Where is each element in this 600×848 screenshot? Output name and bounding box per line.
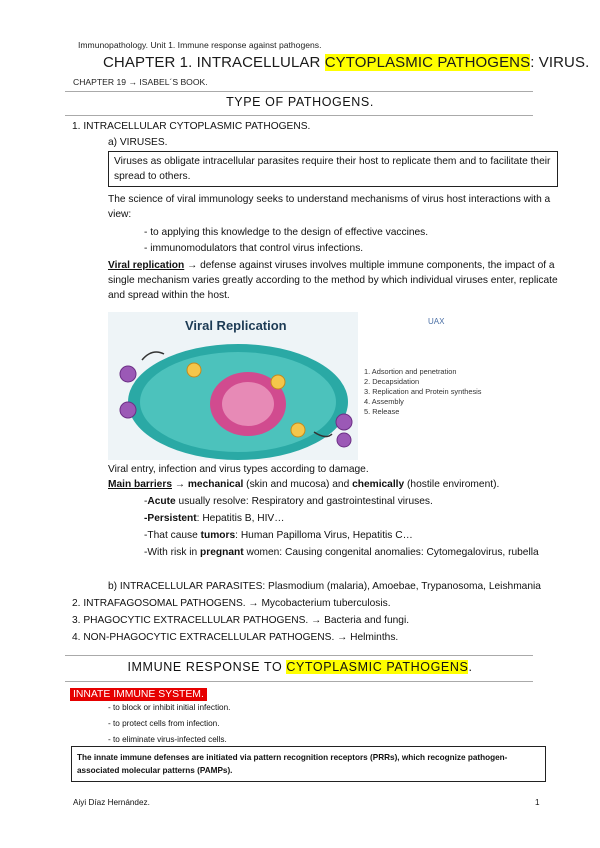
prr-text: The innate immune defenses are initiated via pattern recognition receptors (PRRs), which recognize pathogen-associated molecular patterns (PAMPs).	[77, 753, 508, 775]
running-title: Immunopathology. Unit 1. Immune response against pathogens.	[78, 40, 322, 50]
sub-a: a) VIRUSES.	[108, 137, 168, 148]
item-1: 1. INTRACELLULAR CYTOPLASMIC PATHOGENS.	[72, 121, 311, 132]
item-3: 3. PHAGOCYTIC EXTRACELLULAR PATHOGENS. → Bacteria and fungi.	[72, 615, 410, 626]
main-barriers-label: Main barriers	[108, 479, 172, 490]
section-title-types: TYPE OF PATHOGENS.	[226, 95, 374, 109]
divider-section2-bottom	[65, 681, 533, 682]
viral-entry-line: Viral entry, infection and virus types according to damage.	[108, 464, 369, 475]
step-3: 3. Replication and Protein synthesis	[364, 387, 482, 396]
viral-replication-label: Viral replication	[108, 260, 185, 271]
virus-particle	[337, 433, 351, 447]
section2-title-highlight: CYTOPLASMIC PATHOGENS	[286, 660, 469, 674]
acute-label: Acute	[147, 496, 176, 507]
item-2: 2. INTRAFAGOSOMAL PATHOGENS. → Mycobacterium tuberculosis.	[72, 598, 391, 609]
chemical-label: chemically	[352, 479, 405, 490]
step-2: 2. Decapsidation	[364, 377, 420, 386]
tumors-line	[144, 528, 413, 543]
persistent-label: -Persistent	[144, 513, 197, 524]
item-4: 4. NON-PHAGOCYTIC EXTRACELLULAR PATHOGENS. → Helminths.	[72, 632, 399, 643]
main-barriers	[108, 477, 499, 492]
page-number: 1	[535, 798, 540, 807]
bullet-immunomodulators: - immunomodulators that control virus infections.	[144, 243, 364, 254]
step-4: 4. Assembly	[364, 397, 404, 406]
pregnant-pre: -With risk in	[144, 547, 201, 558]
viral-replication-text: → defense against viruses involves multiple immune components, the impact of a single mechanism varies greatly according to the method by which individual viruses enter, replicate and spread within the host.	[108, 260, 558, 301]
figure-svg	[108, 312, 518, 460]
goal-eliminate: - to eliminate virus-infected cells.	[108, 735, 227, 744]
pregnant-line	[144, 545, 554, 560]
tumors-pre: -That cause	[144, 530, 201, 541]
sub-b: b) INTRACELLULAR PARASITES: Plasmodium (malaria), Amoebae, Trypanosoma, Leishmania	[108, 581, 541, 592]
virus-particle	[336, 414, 352, 430]
goal-protect: - to protect cells from infection.	[108, 719, 220, 728]
nucleolus	[222, 382, 274, 426]
goal-block: - to block or inhibit initial infection.	[108, 703, 231, 712]
chapter-title-pre: CHAPTER 1. INTRACELLULAR	[103, 54, 325, 71]
step-5: 5. Release	[364, 407, 400, 416]
virus-particle	[120, 402, 136, 418]
chapter-title-highlight: CYTOPLASMIC PATHOGENS	[324, 54, 531, 71]
persistent-line	[144, 511, 284, 526]
divider-section2-top	[65, 655, 533, 656]
capsid	[187, 363, 201, 377]
mechanical-rest: (skin and mucosa) and	[243, 479, 353, 490]
para-viral-replication	[108, 258, 560, 303]
acute-rest: usually resolve: Respiratory and gastrointestinal viruses.	[175, 496, 433, 507]
persistent-rest: : Hepatitis B, HIV…	[196, 513, 285, 524]
pregnant-label: pregnant	[200, 547, 244, 558]
divider-top	[65, 91, 533, 92]
acute-line	[144, 494, 433, 509]
pregnant-rest: women: Causing congenital anomalies: Cytomegalovirus, rubella	[243, 547, 539, 558]
tumors-rest: : Human Papilloma Virus, Hepatitis C…	[235, 530, 413, 541]
virus-definition-text: Viruses as obligate intracellular parasites require their host to replicate them and to facilitate their spread to others.	[114, 156, 551, 182]
tumors-label: tumors	[200, 530, 236, 541]
viral-replication-figure	[108, 312, 518, 460]
main-barriers-arrow: →	[171, 479, 188, 490]
figure-title: Viral Replication	[185, 318, 287, 333]
divider-bottom	[65, 115, 533, 116]
section-title-immune-response	[0, 660, 600, 674]
acute-pre: -	[144, 496, 148, 507]
chapter-ref: CHAPTER 19 → ISABEL´S BOOK.	[73, 77, 208, 87]
capsid	[291, 423, 305, 437]
mechanical-label: mechanical	[187, 479, 244, 490]
bullet-vaccines: - to applying this knowledge to the design of effective vaccines.	[144, 227, 429, 238]
virus-particle	[120, 366, 136, 382]
chapter-title	[103, 54, 589, 71]
prr-box	[71, 746, 546, 782]
section2-title-pre: IMMUNE RESPONSE TO	[127, 660, 287, 674]
chemical-rest: (hostile enviroment).	[404, 479, 500, 490]
innate-immune-label: INNATE IMMUNE SYSTEM.	[70, 688, 207, 701]
figure-watermark: UAX	[428, 317, 445, 326]
capsid	[271, 375, 285, 389]
para-viral-immunology: The science of viral immunology seeks to understand mechanisms of virus host interactions with a view:	[108, 194, 551, 220]
footer-author: Aiyi Díaz Hernández.	[73, 798, 150, 807]
virus-definition-box	[108, 151, 558, 187]
chapter-title-post: : VIRUS.	[530, 54, 590, 71]
section2-title-post: .	[468, 660, 473, 674]
innate-immune-label-wrap	[70, 684, 207, 702]
step-1: 1. Adsortion and penetration	[364, 367, 457, 376]
